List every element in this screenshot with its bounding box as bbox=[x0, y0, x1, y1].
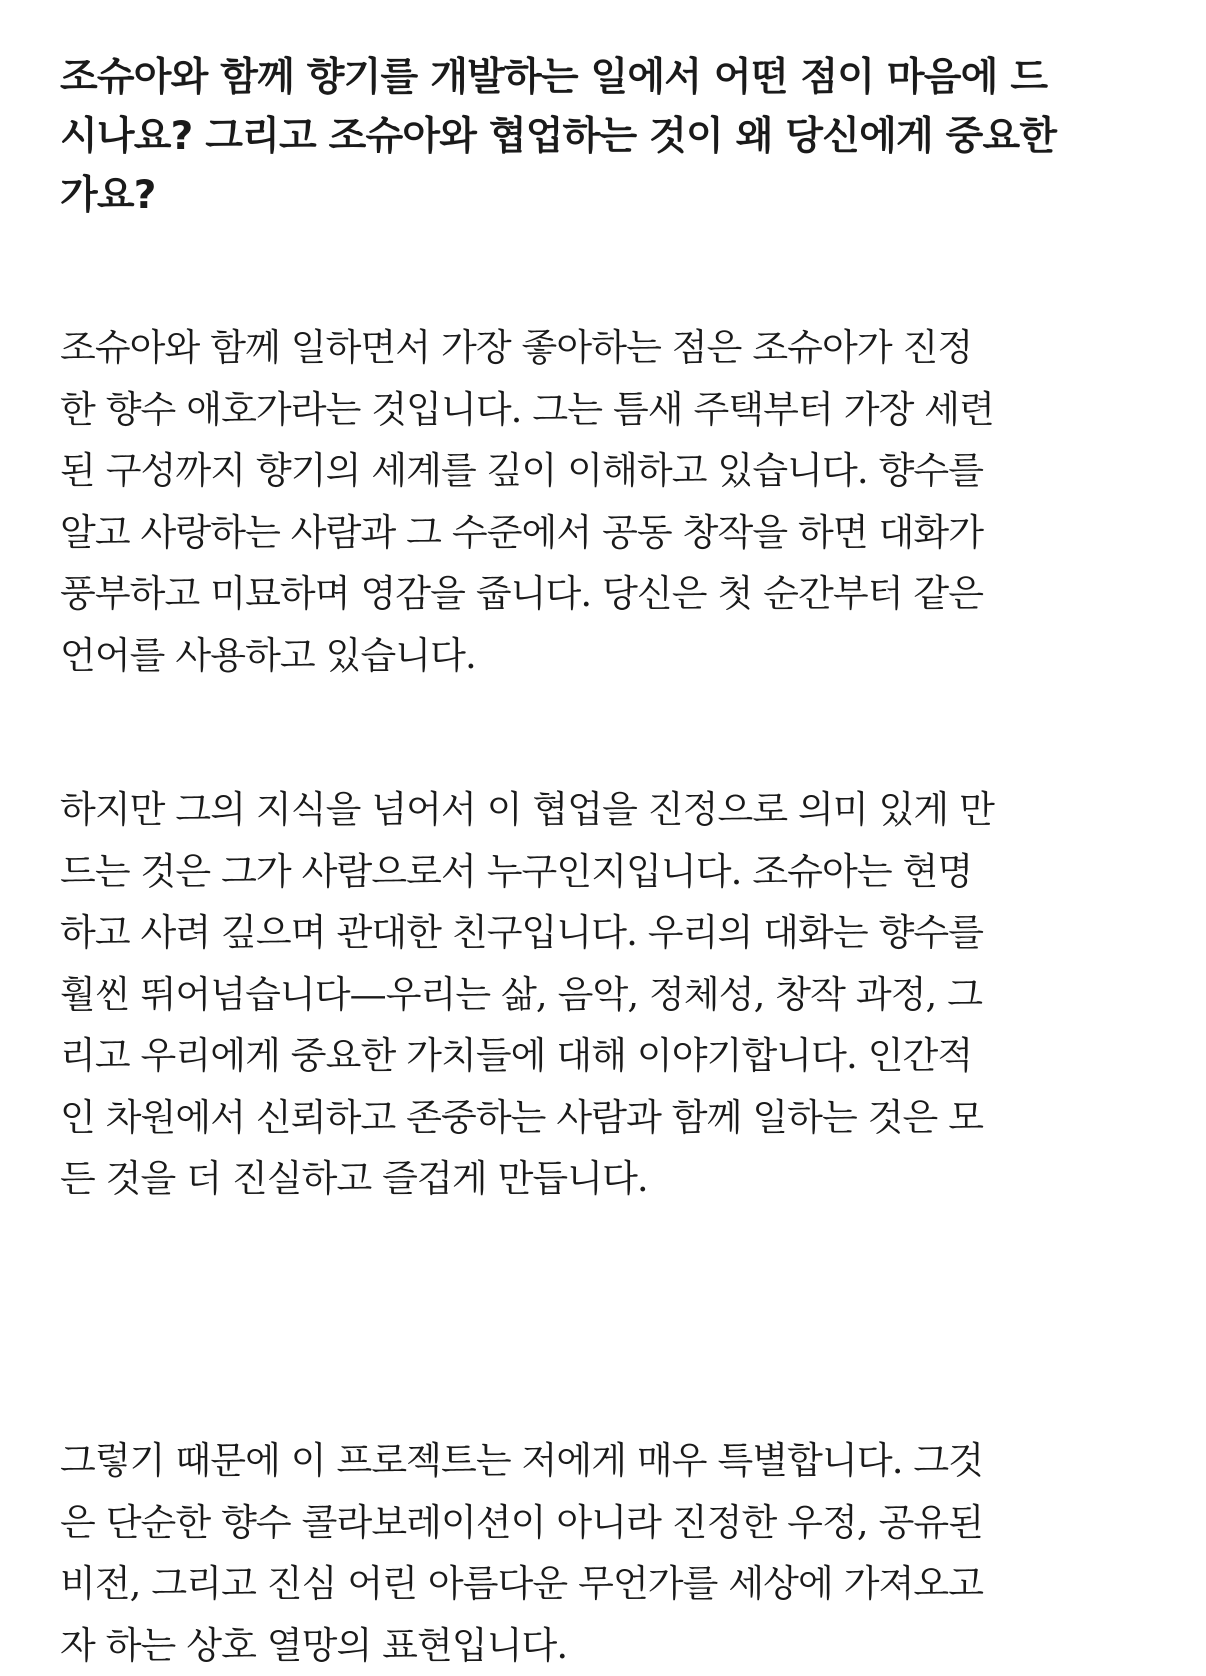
paragraph-line: 한 향수 애호가라는 것입니다. 그는 틈새 주택부터 가장 세련 bbox=[60, 379, 1070, 441]
paragraph-line: 은 단순한 향수 콜라보레이션이 아니라 진정한 우정, 공유된 bbox=[60, 1492, 1070, 1554]
paragraph-line: 하고 사려 깊으며 관대한 친구입니다. 우리의 대화는 향수를 bbox=[60, 902, 1070, 964]
answer-paragraph-2 bbox=[60, 779, 1070, 1210]
paragraph-line: 자 하는 상호 열망의 표현입니다. bbox=[60, 1615, 1070, 1676]
paragraph-line: 조슈아와 함께 일하면서 가장 좋아하는 점은 조슈아가 진정 bbox=[60, 317, 1070, 379]
question-line: 가요? bbox=[60, 166, 1070, 225]
paragraph-line: 훨씬 뛰어넘습니다—우리는 삶, 음악, 정체성, 창작 과정, 그 bbox=[60, 964, 1070, 1026]
question-line: 시나요? 그리고 조슈아와 협업하는 것이 왜 당신에게 중요한 bbox=[60, 107, 1070, 166]
paragraph-line: 알고 사랑하는 사람과 그 수준에서 공동 창작을 하면 대화가 bbox=[60, 502, 1070, 564]
paragraph-line: 풍부하고 미묘하며 영감을 줍니다. 당신은 첫 순간부터 같은 bbox=[60, 563, 1070, 625]
paragraph-line: 된 구성까지 향기의 세계를 깊이 이해하고 있습니다. 향수를 bbox=[60, 440, 1070, 502]
answer-paragraph-1 bbox=[60, 317, 1070, 686]
paragraph-line: 언어를 사용하고 있습니다. bbox=[60, 625, 1070, 687]
answer-paragraph-3 bbox=[60, 1430, 1070, 1676]
paragraph-line: 인 차원에서 신뢰하고 존중하는 사람과 함께 일하는 것은 모 bbox=[60, 1087, 1070, 1149]
paragraph-line: 그렇기 때문에 이 프로젝트는 저에게 매우 특별합니다. 그것 bbox=[60, 1430, 1070, 1492]
paragraph-line: 드는 것은 그가 사람으로서 누구인지입니다. 조슈아는 현명 bbox=[60, 841, 1070, 903]
paragraph-line: 비전, 그리고 진심 어린 아름다운 무언가를 세상에 가져오고 bbox=[60, 1553, 1070, 1615]
paragraph-line: 리고 우리에게 중요한 가치들에 대해 이야기합니다. 인간적 bbox=[60, 1025, 1070, 1087]
paragraph-line: 하지만 그의 지식을 넘어서 이 협업을 진정으로 의미 있게 만 bbox=[60, 779, 1070, 841]
question-line: 조슈아와 함께 향기를 개발하는 일에서 어떤 점이 마음에 드 bbox=[60, 48, 1070, 107]
question-heading bbox=[60, 48, 1070, 225]
paragraph-line: 든 것을 더 진실하고 즐겁게 만듭니다. bbox=[60, 1148, 1070, 1210]
